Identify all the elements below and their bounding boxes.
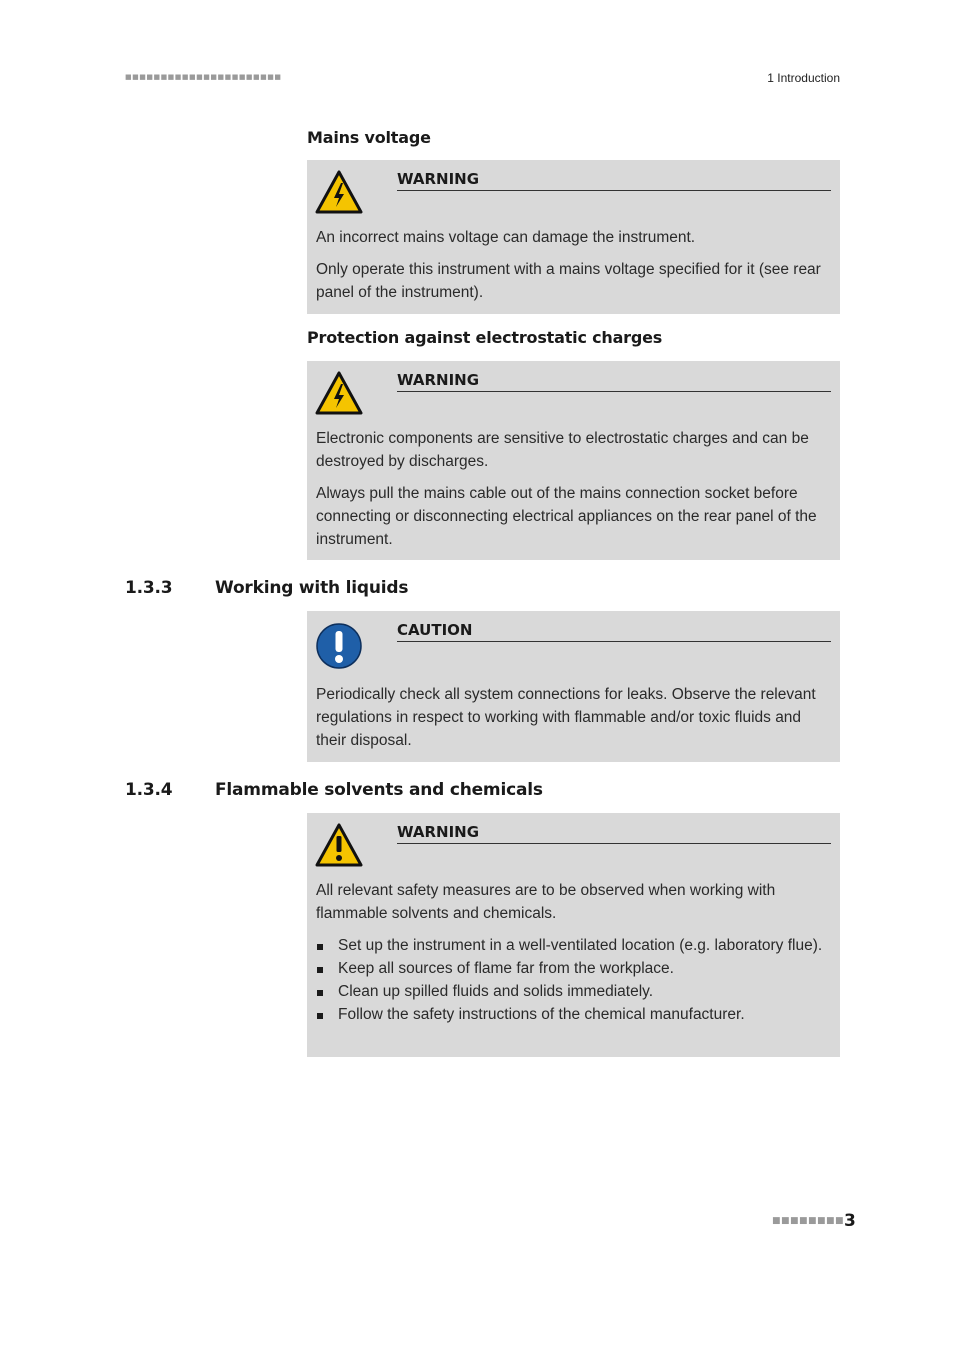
section-heading-1-3-4 <box>125 780 543 800</box>
subheading-mains-voltage: Mains voltage <box>307 128 431 147</box>
list-item: Set up the instrument in a well-ventilated location (e.g. laboratory flue). <box>316 934 831 957</box>
general-warning-icon <box>315 823 363 867</box>
warning-box-flammable <box>307 813 840 1057</box>
list-item: Clean up spilled fluids and solids immediately. <box>316 980 831 1003</box>
section-title: Working with liquids <box>215 578 409 598</box>
caution-box-liquids <box>307 611 840 762</box>
warning-text: An incorrect mains voltage can damage the instrument. <box>316 229 696 246</box>
list-item: Keep all sources of flame far from the workplace. <box>316 957 831 980</box>
section-title: Flammable solvents and chemicals <box>215 780 543 800</box>
caution-text: Periodically check all system connections for leaks. Observe the relevant regulations in respect to working with flammable and/or toxic fluids and their disposal. <box>316 686 816 749</box>
exclamation-icon <box>315 622 363 670</box>
safety-list <box>316 934 831 1026</box>
header-squares: ■■■■■■■■■■■■■■■■■■■■■■ <box>125 73 282 81</box>
section-heading-1-3-3 <box>125 578 408 598</box>
electric-hazard-icon <box>315 170 363 214</box>
signal-word: WARNING <box>397 823 831 844</box>
warning-box-mains <box>307 160 840 314</box>
signal-word: WARNING <box>397 371 831 392</box>
warning-box-electrostatic <box>307 361 840 560</box>
signal-word: CAUTION <box>397 621 831 642</box>
section-number: 1.3.4 <box>125 780 173 800</box>
warning-text: Always pull the mains cable out of the mains connection socket before connecting or disconnecting electrical appliances on the rear panel of the instrument. <box>316 485 817 548</box>
signal-word: WARNING <box>397 170 831 191</box>
section-number: 1.3.3 <box>125 578 173 598</box>
warning-text: Only operate this instrument with a mains voltage specified for it (see rear panel of the instrument). <box>316 261 821 301</box>
footer-squares: ■■■■■■■■ <box>772 1216 845 1226</box>
warning-text: Electronic components are sensitive to electrostatic charges and can be destroyed by discharges. <box>316 430 809 470</box>
subheading-electrostatic: Protection against electrostatic charges <box>307 328 663 347</box>
page-number: 3 <box>844 1211 856 1231</box>
header-chapter: 1 Introduction <box>767 71 840 85</box>
electric-hazard-icon <box>315 371 363 415</box>
warning-text: All relevant safety measures are to be observed when working with flammable solvents and chemicals. <box>316 882 776 922</box>
list-item: Follow the safety instructions of the chemical manufacturer. <box>316 1003 831 1026</box>
